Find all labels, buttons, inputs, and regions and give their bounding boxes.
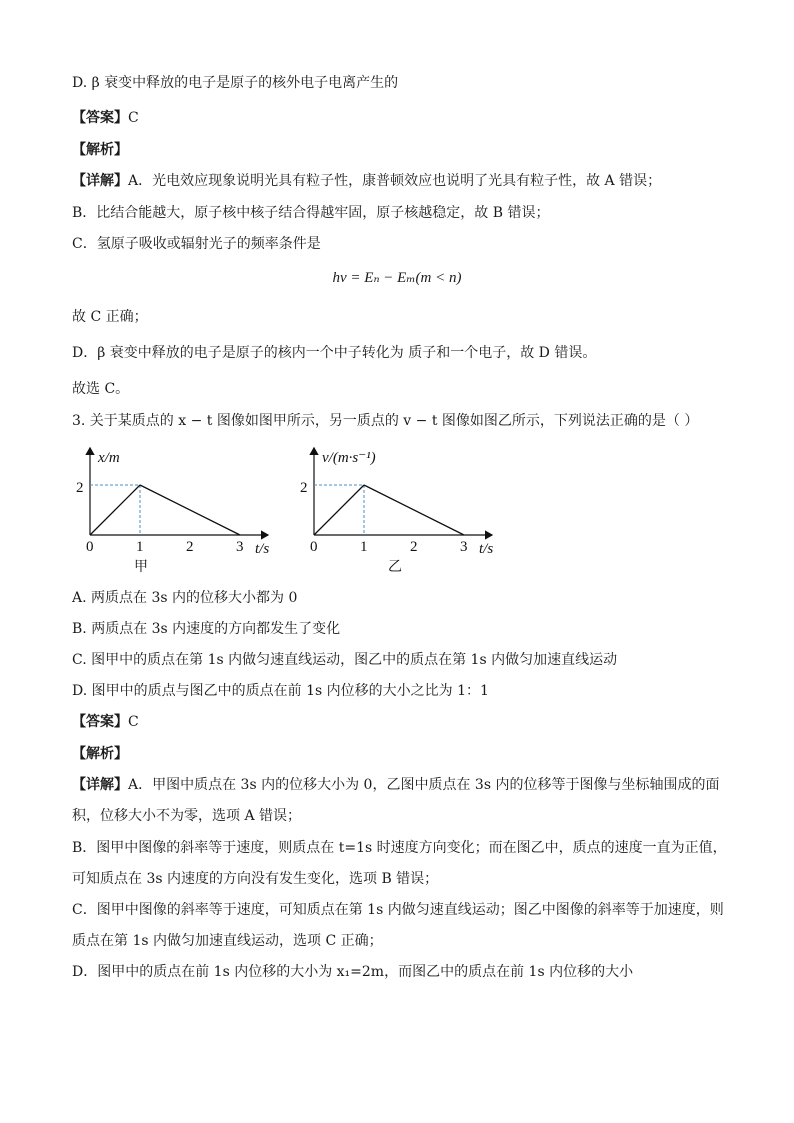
x-axis-label: t/s <box>255 541 270 557</box>
series-segment-0 <box>314 485 364 535</box>
option-d-prev: D. β 衰变中释放的电子是原子的核外电子电离产生的 <box>72 75 399 91</box>
answer-line-2 <box>72 712 139 732</box>
conclusion: 故选 C。 <box>72 381 130 397</box>
graph-caption: 乙 <box>388 559 402 575</box>
detail2-b: B．图甲中图像的斜率等于速度，则质点在 t=1s 时速度方向变化；而在图乙中，质点的速度一直为正值， <box>72 840 727 856</box>
series-segment-1 <box>140 485 240 535</box>
detail2-c-cont: 质点在第 1s 内做匀加速直线运动，选项 C 正确； <box>72 933 383 949</box>
graph-jia <box>70 440 290 580</box>
x-axis-label: t/s <box>479 541 494 557</box>
answer-value: C <box>128 714 139 730</box>
option-b: B. 两质点在 3s 内速度的方向都发生了变化 <box>72 621 341 637</box>
detail2-d: D．图甲中的质点在前 1s 内位移的大小为 x₁=2m，而图乙中的质点在前 1s 内位移的大小 <box>72 964 634 980</box>
y-axis-label: v/(m·s⁻¹) <box>322 450 376 466</box>
x-tick-3: 3 <box>236 539 244 555</box>
detail-b: B．比结合能越大，原子核中核子结合得越牢固，原子核越稳定，故 B 错误； <box>72 205 550 221</box>
detail-label: 【详解】 <box>72 173 128 189</box>
graph-yi <box>294 440 524 580</box>
option-a: A. 两质点在 3s 内的位移大小都为 0 <box>72 590 298 606</box>
answer-label: 【答案】 <box>72 110 128 126</box>
answer-label: 【答案】 <box>72 714 128 730</box>
detail-label: 【详解】 <box>72 777 128 793</box>
x-tick-3: 3 <box>460 539 468 555</box>
x-tick-0: 0 <box>310 539 318 555</box>
x-tick-0: 0 <box>86 539 94 555</box>
detail2-a-cont: 积，位移大小不为零，选项 A 错误； <box>72 808 302 824</box>
y-tick-2: 2 <box>76 480 84 496</box>
x-tick-2: 2 <box>186 539 194 555</box>
option-c: C. 图甲中的质点在第 1s 内做匀速直线运动，图乙中的质点在第 1s 内做匀加速直线运动 <box>72 652 618 668</box>
answer-value: C <box>128 110 139 126</box>
detail2-a-text: A．甲图中质点在 3s 内的位移大小为 0，乙图中质点在 3s 内的位移等于图像与坐标轴围成的面 <box>128 777 720 793</box>
analysis-label: 【解析】 <box>72 142 128 158</box>
detail-a-text: A．光电效应现象说明光具有粒子性，康普顿效应也说明了光具有粒子性，故 A 错误； <box>128 173 662 189</box>
formula: hν = Eₙ − Eₘ(m < n) <box>332 270 462 286</box>
detail2-b-cont: 可知质点在 3s 内速度的方向没有发生变化，选项 B 错误； <box>72 871 439 887</box>
x-tick-1: 1 <box>136 539 144 555</box>
x-tick-1: 1 <box>360 539 368 555</box>
detail-c: C．氢原子吸收或辐射光子的频率条件是 <box>72 236 321 252</box>
answer-line-1 <box>72 108 139 128</box>
series-segment-1 <box>364 485 464 535</box>
question-3: 3. 关于某质点的 x − t 图像如图甲所示，另一质点的 v − t 图像如图乙所示，下列说法正确的是（ ） <box>72 413 699 429</box>
y-tick-2: 2 <box>300 480 308 496</box>
detail-d: D．β 衰变中释放的电子是原子的核内一个中子转化为 质子和一个电子，故 D 错误。 <box>72 345 597 361</box>
detail-c-result: 故 C 正确； <box>72 309 148 325</box>
graph-caption: 甲 <box>134 559 148 575</box>
analysis-label-2: 【解析】 <box>72 746 128 762</box>
x-tick-2: 2 <box>410 539 418 555</box>
detail2-c: C．图甲中图像的斜率等于速度，可知质点在第 1s 内做匀速直线运动；图乙中图像的斜率等于加速度，则 <box>72 902 724 918</box>
detail-a <box>72 171 661 191</box>
option-d: D. 图甲中的质点与图乙中的质点在前 1s 内位移的大小之比为 1：1 <box>72 683 489 699</box>
y-axis-label: x/m <box>98 450 120 466</box>
detail2-a <box>72 775 719 795</box>
series-segment-0 <box>90 485 140 535</box>
